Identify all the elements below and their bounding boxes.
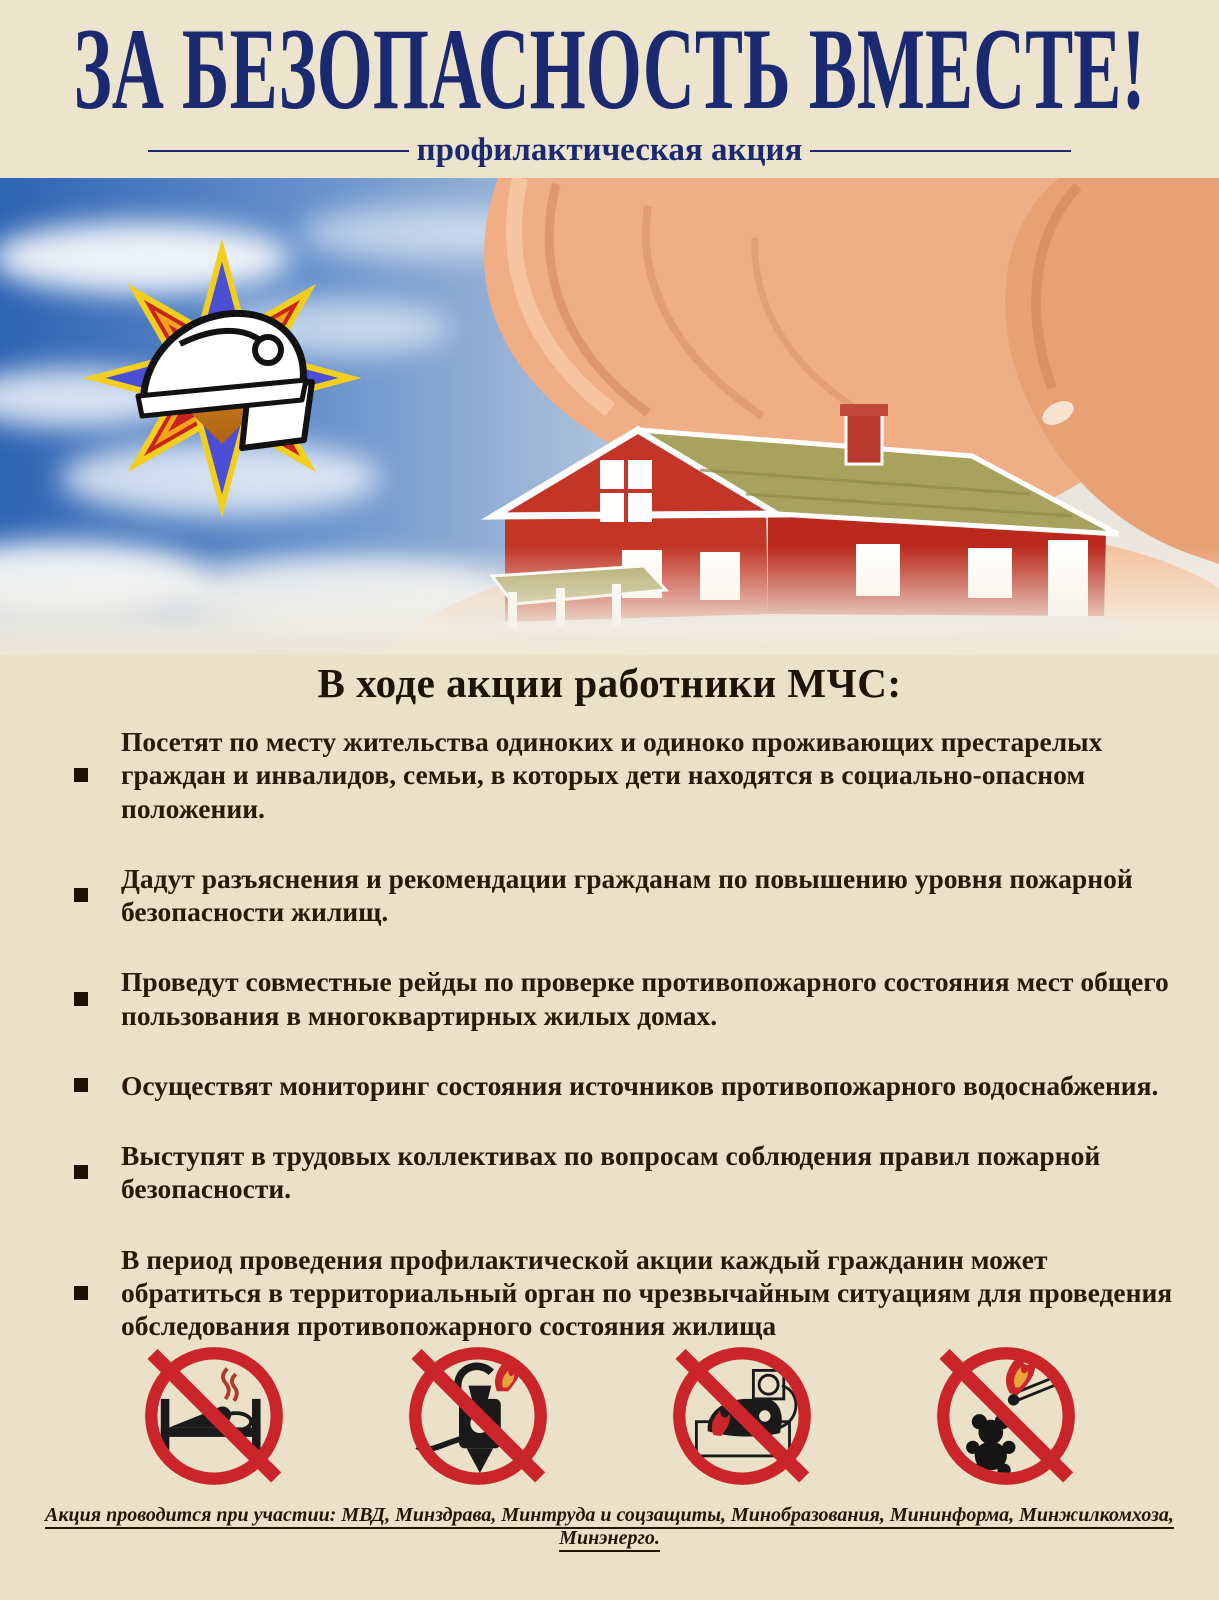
bullet-text: Выступят в трудовых коллективах по вопросам соблюдения правил пожарной безопасности. [121,1140,1101,1205]
hero-photo [0,178,1219,655]
bullet-text: Дадут разъяснения и рекомендации гражданам по повышению уровня пожарной безопасности жилищ. [121,862,1133,928]
hero-photo-graphic [0,178,1219,655]
square-bullet-icon [74,1078,88,1092]
section-heading: В ходе акции работники МЧС: [317,660,902,706]
list-item [74,965,1177,1032]
no-overheating-electric-appliance-icon [402,1340,554,1492]
bullet-list [0,725,1219,1342]
header [0,0,1219,178]
poster-subtitle: профилактическая акция [416,132,803,168]
bullet-text: Осуществят мониторинг состояния источников противопожарного водоснабжения. [121,1069,1159,1101]
list-item [74,725,1177,825]
list-item [74,1069,1177,1102]
title-wrap [0,0,1219,142]
no-children-playing-with-matches-icon [930,1340,1082,1492]
footer [0,1504,1219,1550]
no-unattended-iron-icon [666,1340,818,1492]
reflective-surface-fade [0,546,1219,655]
subtitle-rule-left [148,150,409,152]
list-item [74,1139,1177,1206]
bullet-text: Проведут совместные рейды по проверке противопожарного состояния мест общего пользования в многоквартирных жилых домах. [121,966,1169,1031]
bullet-text: Посетят по месту жительства одиноких и одиноко проживающих престарелых граждан и инвалидов, семьи, в которых дети находятся в социально-опасном положении. [121,726,1103,824]
square-bullet-icon [74,1165,88,1179]
square-bullet-icon [74,992,88,1006]
list-item [74,1243,1177,1343]
poster-title: ЗА БЕЗОПАСНОСТЬ ВМЕСТЕ! [73,6,1146,135]
list-item [74,862,1177,929]
bullet-text: В период проведения профилактической акции каждый гражданин может обратиться в территориальный орган по чрезвычайным ситуациям для проведения обследования противопожарного состояния жилища [121,1243,1173,1342]
subtitle-rule-right [810,150,1071,152]
square-bullet-icon [74,888,88,902]
prohibition-signs-row [0,1340,1219,1492]
no-smoking-in-bed-icon [138,1340,290,1492]
footer-participants: Акция проводится при участии: МВД, Минздрава, Минтруда и соцзащиты, Минобразования, Мининформа, Минжилкомхоза, Минэнерго. [45,1504,1174,1552]
subtitle-row [0,134,1219,167]
square-bullet-icon [74,768,88,782]
square-bullet-icon [74,1286,88,1300]
